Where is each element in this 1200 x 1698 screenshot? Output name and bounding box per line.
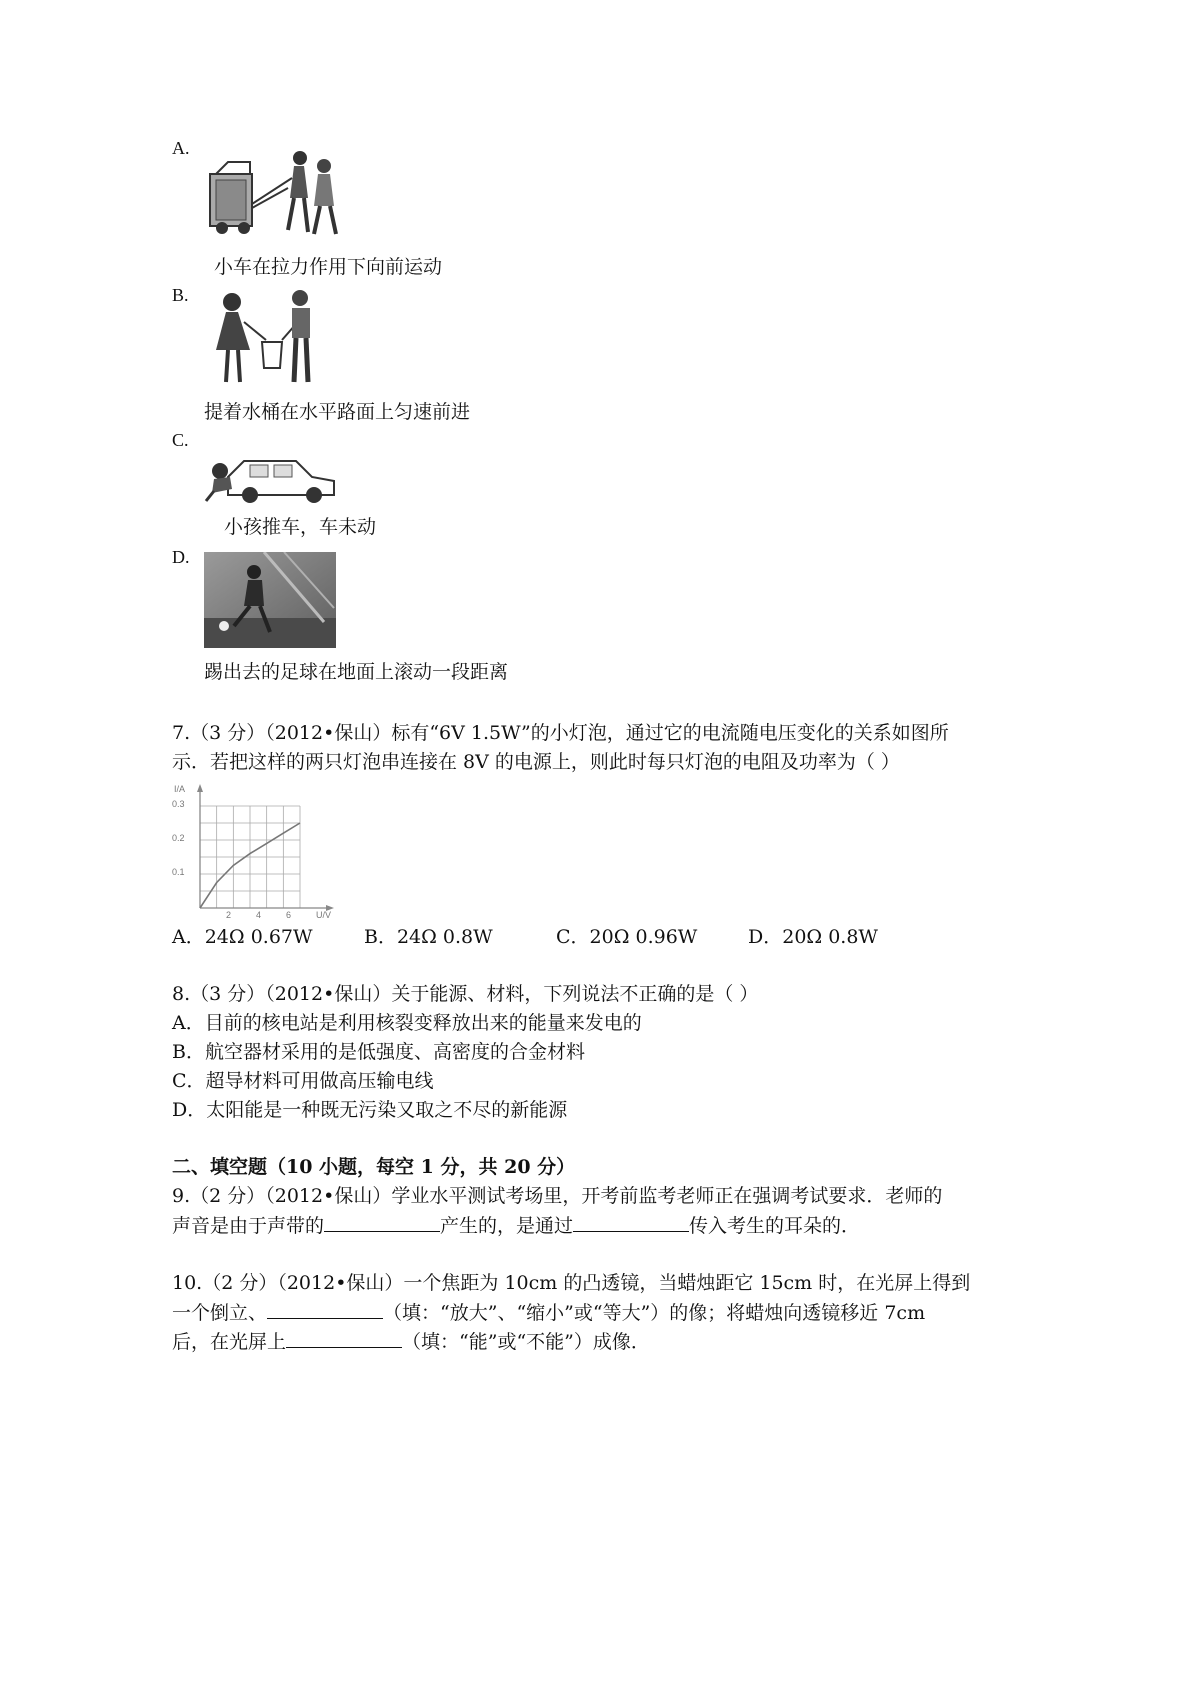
q10-line3 — [172, 1329, 650, 1354]
chart-grid — [200, 806, 300, 908]
q9-text-a: 声音是由于声带的 — [172, 1215, 325, 1237]
q10-blank-2[interactable] — [286, 1329, 402, 1348]
option-c-caption: 小孩推车，车未动 — [224, 516, 377, 538]
q9-blank-2[interactable] — [573, 1213, 689, 1232]
x-tick-4: 4 — [256, 910, 262, 918]
x-tick-6: 6 — [286, 910, 292, 918]
q10-line2 — [172, 1300, 925, 1325]
option-a-letter: A. — [172, 138, 190, 158]
q10-blank-1[interactable] — [267, 1300, 383, 1319]
q8-option-d: D．太阳能是一种既无污染又取之不尽的新能源 — [172, 1099, 568, 1121]
q9-text-c: 传入考生的耳朵的． — [689, 1215, 861, 1237]
q8-option-c: C．超导材料可用做高压输电线 — [172, 1070, 434, 1092]
q7-option-d: D．20Ω 0.8W — [748, 926, 878, 948]
option-c-picture — [204, 455, 338, 507]
q7-stem-line2: 示．若把这样的两只灯泡串连接在 8V 的电源上，则此时每只灯泡的电阻及功率为（ ） — [172, 751, 900, 773]
option-b-caption: 提着水桶在水平路面上匀速前进 — [204, 401, 471, 423]
q8-stem: 8.（3 分）（2012•保山）关于能源、材料，下列说法不正确的是（ ） — [172, 983, 759, 1005]
y-tick-1: 0.1 — [172, 867, 185, 877]
q7-option-c: C．20Ω 0.96W — [556, 926, 698, 948]
q8-option-b: B．航空器材采用的是低强度、高密度的合金材料 — [172, 1041, 585, 1063]
q10-text-b: （填：“放大”、“缩小”或“等大”）的像；将蜡烛向透镜移近 7cm — [383, 1302, 926, 1324]
option-a-caption: 小车在拉力作用下向前运动 — [214, 256, 443, 278]
option-c-letter: C. — [172, 430, 189, 450]
option-d-letter: D. — [172, 547, 190, 567]
q7-option-b: B．24Ω 0.8W — [364, 926, 493, 948]
q10-text-a: 一个倒立、 — [172, 1302, 268, 1324]
y-axis-label: I/A — [174, 784, 186, 794]
y-tick-3: 0.3 — [172, 799, 185, 809]
q7-option-a: A．24Ω 0.67W — [172, 926, 313, 948]
option-b-picture — [204, 288, 324, 386]
y-tick-2: 0.2 — [172, 833, 185, 843]
q9-blank-1[interactable] — [324, 1213, 440, 1232]
q9-line1: 9.（2 分）（2012•保山）学业水平测试考场里，开考前监考老师正在强调考试要求．老师的 — [172, 1185, 943, 1207]
option-a-picture — [204, 148, 344, 240]
q7-stem-line1: 7.（3 分）（2012•保山）标有“6V 1.5W”的小灯泡，通过它的电流随电压变化的关系如图所 — [172, 722, 949, 744]
option-d-picture — [204, 552, 336, 648]
iv-chart — [160, 778, 342, 918]
x-axis-label: U/V — [316, 910, 332, 918]
option-b-letter: B. — [172, 285, 189, 305]
y-axis-arrow — [197, 784, 203, 792]
q10-line1: 10.（2 分）（2012•保山）一个焦距为 10cm 的凸透镜，当蜡烛距它 15cm 时，在光屏上得到 — [172, 1272, 971, 1294]
option-d-caption: 踢出去的足球在地面上滚动一段距离 — [204, 661, 509, 683]
x-tick-2: 2 — [226, 910, 232, 918]
q9-text-b: 产生的，是通过 — [440, 1215, 574, 1237]
q10-text-c: 后，在光屏上 — [172, 1331, 287, 1353]
q8-option-a: A．目前的核电站是利用核裂变释放出来的能量来发电的 — [172, 1012, 642, 1034]
q10-text-d: （填：“能”或“不能”）成像． — [402, 1331, 650, 1353]
q9-line2 — [172, 1213, 860, 1238]
section-heading: 二、填空题（10 小题，每空 1 分，共 20 分） — [172, 1156, 576, 1178]
